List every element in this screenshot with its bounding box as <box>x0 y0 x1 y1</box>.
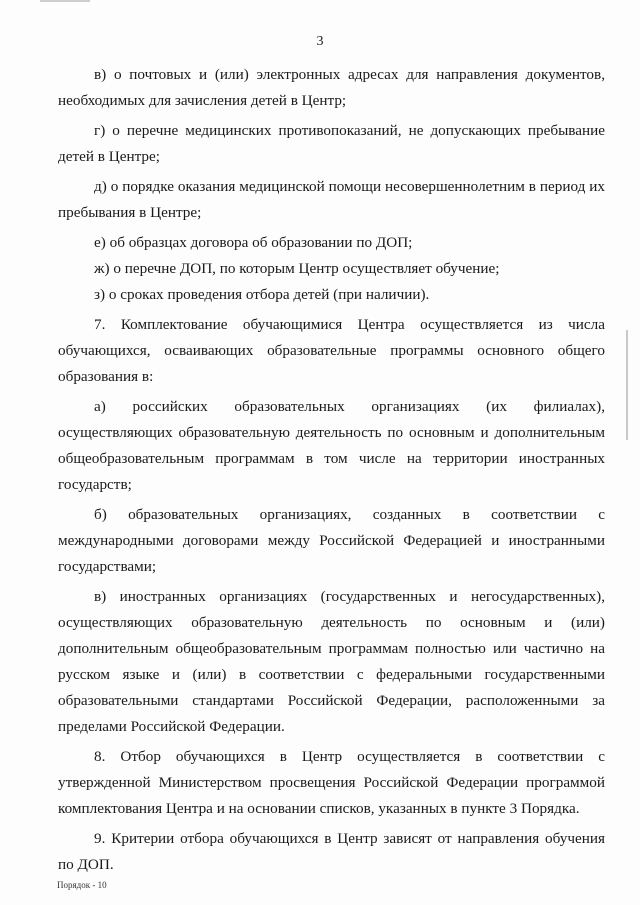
paragraph-clause-9: 9. Критерии отбора обучающихся в Центр зависят от направления обучения по ДОП. <box>58 830 605 873</box>
scan-artifact <box>40 0 90 2</box>
paragraph-item-a: а) российских образовательных организациях (их филиалах), осуществляющих образовательную деятельность по основным и дополнительным общеобразовательным программам в том числе на территории иностранных государств; <box>58 398 605 493</box>
page-footer: Порядок - 10 <box>57 880 107 890</box>
scan-edge-artifact <box>626 330 628 440</box>
page-number: 3 <box>316 34 324 49</box>
paragraph-item-d: д) о порядке оказания медицинской помощи несовершеннолетним в период их пребывания в Центре; <box>58 178 605 221</box>
paragraph-item-v: в) о почтовых и (или) электронных адресах для направления документов, необходимых для зачисления детей в Центр; <box>58 66 605 109</box>
paragraph-item-v2: в) иностранных организациях (государственных и негосударственных), осуществляющих образовательную деятельность по основным и (или) дополнительным общеобразовательным программам полностью или частично на русском языке и (или) в соответствии с федеральными государственными образовательными стандартами Российской Федерации, расположенными за пределами Российской Федерации. <box>58 588 605 735</box>
paragraph-clause-7: 7. Комплектование обучающимися Центра осуществляется из числа обучающихся, осваивающих образовательные программы основного общего образования в: <box>58 316 605 385</box>
paragraph-item-g: г) о перечне медицинских противопоказаний, не допускающих пребывание детей в Центре; <box>58 122 605 165</box>
paragraph-item-b: б) образовательных организациях, созданных в соответствии с международными договорами между Российской Федерацией и иностранными государствами; <box>58 506 605 575</box>
paragraph-item-z: з) о сроках проведения отбора детей (при наличии). <box>94 286 430 303</box>
paragraph-clause-8: 8. Отбор обучающихся в Центр осуществляется в соответствии с утвержденной Министерством просвещения Российской Федерации программой комплектования Центра и на основании списков, указанных в пункте 3 Порядка. <box>58 748 605 817</box>
paragraph-item-zh: ж) о перечне ДОП, по которым Центр осуществляет обучение; <box>94 260 500 277</box>
paragraph-item-e: е) об образцах договора об образовании по ДОП; <box>94 234 413 251</box>
document-body <box>58 62 605 878</box>
